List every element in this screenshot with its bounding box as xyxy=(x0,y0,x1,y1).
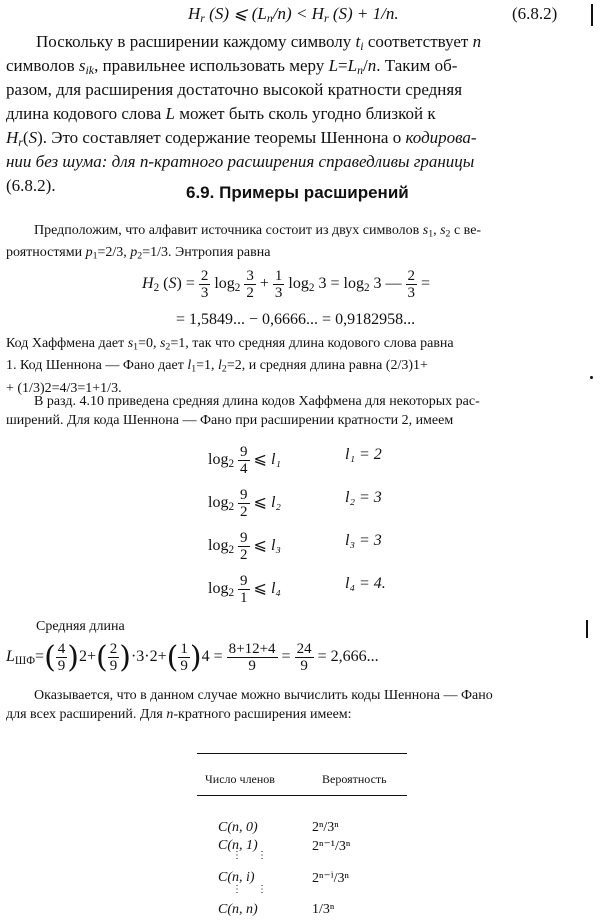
table-cell-prob: 2ⁿ⁻¹/3ⁿ xyxy=(312,839,351,854)
paragraph-all-extensions xyxy=(6,686,592,724)
table-cell-terms: C(n, 0) xyxy=(218,820,258,835)
entropy-equation-line-1: $H_2$ (S) = $\frac{2}{3}$ $\log_2$ $\frac{3}{2}$ + $\frac{1}{3}$ $\log_2 3 = \log_2 3$ — $\frac{2}{3}$ = xyxy=(142,268,431,301)
inequality-row: $\log_2$ $\frac{9}{2}$ ⩽ l₂ xyxy=(208,487,281,520)
inequality-row: $\log_2$ $\frac{9}{2}$ ⩽ l₃ xyxy=(208,530,281,563)
paragraph-shannon-fano-ext xyxy=(6,392,592,430)
average-length-equation: $L_{ШФ}=$( $\frac{4}{9}$ )2+( $\frac{2}{9}$ )·3·2+( $\frac{1}{9}$ )4 = $\frac{8+12+4}{9}$ = $\frac{24}{9}$ = 2,666... xyxy=(6,640,379,675)
section-number: 6.9. xyxy=(186,183,215,202)
p5-line-2: для всех расширений. Для n-кратного расширения имеем: xyxy=(6,707,352,722)
p1-line-4: длина кодового слова L может быть сколь угодно близкой к xyxy=(6,104,436,123)
p4-line-1: В разд. 4.10 приведена средняя длина кодов Хаффмена для некоторых рас- xyxy=(34,394,480,409)
inequality-value: l₁ = 2 xyxy=(345,446,382,463)
table-cell-prob: 2ⁿ/3ⁿ xyxy=(312,820,339,835)
table-cell-terms: C(n, 1) xyxy=(218,838,258,853)
p1-line-7: (6.8.2). xyxy=(6,176,56,195)
section-title: Примеры расширений xyxy=(219,183,409,202)
p3-line-1: Код Хаффмена дает $s_1=0$, $s_2=1$, так что средняя длина кодового слова равна xyxy=(6,336,454,353)
ellipsis-dots: ⋮ ⋮ xyxy=(232,850,267,861)
margin-mark xyxy=(590,376,593,379)
table-header-terms: Число членов xyxy=(205,772,275,786)
p2-line-1: Предположим, что алфавит источника состоит из двух символов $s_1$, $s_2$ с ве- xyxy=(34,223,482,240)
inequality-value: l₃ = 3 xyxy=(345,532,382,549)
inequality-row: $\log_2$ $\frac{9}{1}$ ⩽ l₄ xyxy=(208,573,281,606)
average-length-label: Средняя длина xyxy=(36,619,125,634)
paragraph-huffman-code xyxy=(6,334,592,398)
table-cell-prob: 1/3ⁿ xyxy=(312,902,335,917)
entropy-equation-line-2: = 1,5849... − 0,6666... = 0,9182958... xyxy=(176,311,416,328)
p2-line-2: роятностями $p_1=2/3$, $p_2=1/3$. Энтропия равна xyxy=(6,245,271,262)
inequality-value: l₂ = 3 xyxy=(345,489,382,506)
paragraph-source-alphabet xyxy=(6,221,592,266)
section-heading xyxy=(186,183,409,203)
top-formula: $H_r$ (S) ⩽ $(L_n/n) < H_r$ (S) + 1/n. xyxy=(188,4,399,25)
p1-line-3: разом, для расширения достаточно высокой кратности средняя xyxy=(6,80,463,99)
p1-line-2: символов $s_{ik}$, правильнее использовать меру $L=L_n/n$. Таким об- xyxy=(6,56,458,77)
table-header-rule xyxy=(197,795,407,796)
p1-line-5: $H_r(S)$. Это составляет содержание теоремы Шеннона о кодирова- xyxy=(6,128,477,149)
p3-line-3: + (1/3)2=4/3=1+1/3. xyxy=(6,380,122,396)
table-cell-terms: C(n, i) xyxy=(218,870,255,885)
margin-mark xyxy=(591,4,593,26)
p5-line-1: Оказывается, что в данном случае можно вычислить коды Шеннона — Фано xyxy=(34,688,493,703)
margin-mark xyxy=(586,620,588,638)
table-cell-terms: C(n, n) xyxy=(218,902,258,917)
table-top-rule xyxy=(197,753,407,754)
equation-number: (6.8.2) xyxy=(512,4,558,23)
p4-line-2: ширений. Для кода Шеннона — Фано при расширении кратности 2, имеем xyxy=(6,413,454,428)
inequality-value: l₄ = 4. xyxy=(345,575,386,592)
table-header-probability: Вероятность xyxy=(322,772,387,786)
inequality-row: $\log_2$ $\frac{9}{4}$ ⩽ l₁ xyxy=(208,444,281,477)
table-cell-prob: 2ⁿ⁻ⁱ/3ⁿ xyxy=(312,871,349,886)
p1-line-6: нии без шума: для n-кратного расширения справедливы границы xyxy=(6,152,475,171)
p3-line-2: 1. Код Шеннона — Фано дает $l_1=1$, $l_2=2$, и средняя длина равна (2/3)1+ xyxy=(6,358,428,375)
p1-line-1: Поскольку в расширении каждому символу $t_i$ соответствует n xyxy=(36,32,482,53)
paragraph-noiseless-coding xyxy=(6,30,592,198)
ellipsis-dots: ⋮ ⋮ xyxy=(232,884,267,895)
